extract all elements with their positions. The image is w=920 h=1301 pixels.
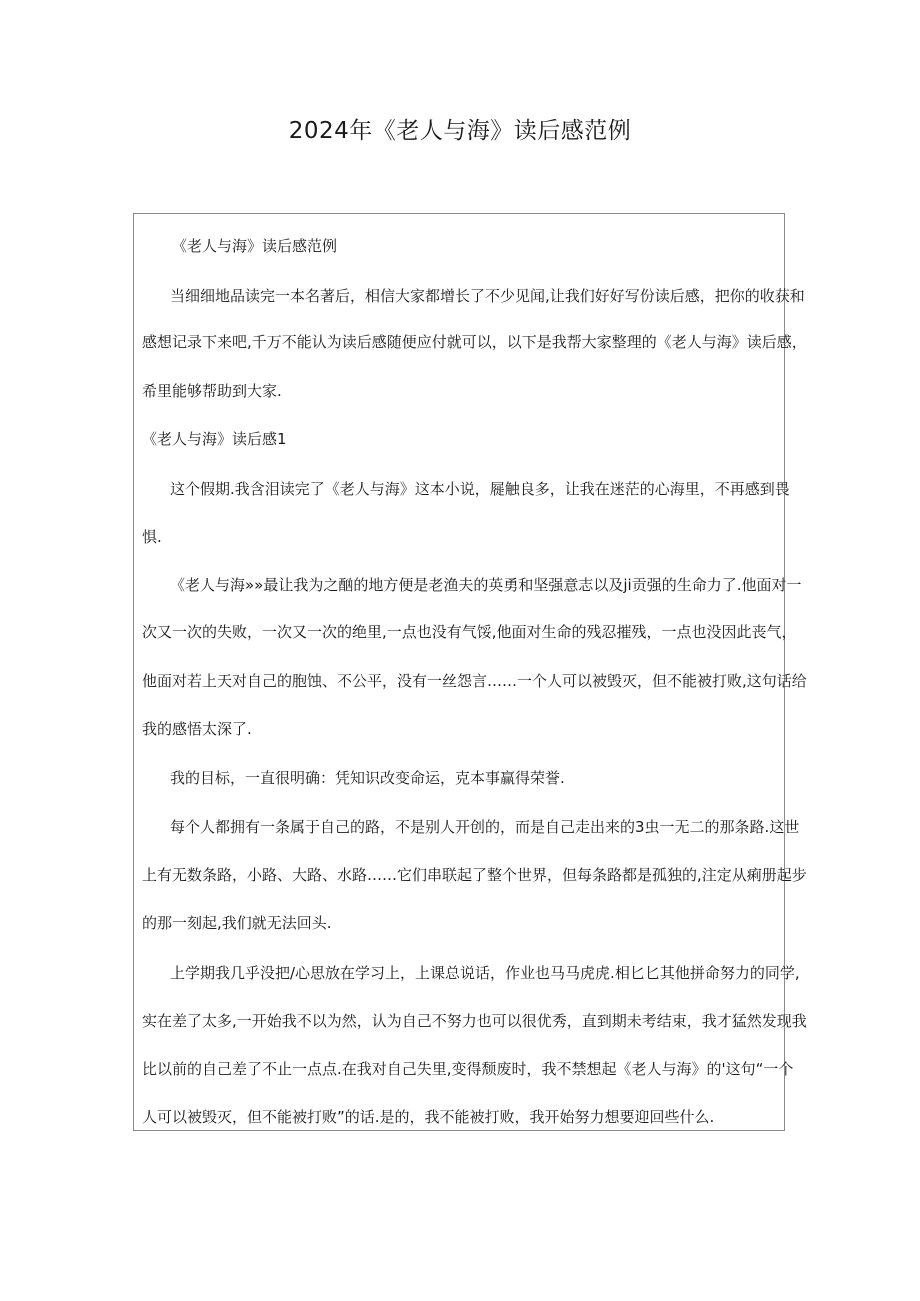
intro-paragraph-line: 希里能够帮助到大家. <box>142 382 282 400</box>
paragraph-line: 《老人与海»»最让我为之酗的地方便是老渔夫的英勇和坚强意志以及ji贡强的生命力了.他面对一 <box>170 576 802 594</box>
paragraph-line: 他面对若上天对自己的胞蚀、不公平，没有一丝怨言……一个人可以被毁灭，但不能被打败,这句话给 <box>142 672 807 690</box>
intro-paragraph-line: 当细细地品读完一本名著后，相信大家都增长了不少见闻,让我们好好写份读后感，把你的收获和 <box>170 287 805 305</box>
paragraph-line: 惧. <box>142 528 162 546</box>
paragraph-line: 这个假期.我含泪读完了《老人与海》这本小说，屣触良多，让我在迷茫的心海里，不再感到畏 <box>170 480 790 498</box>
section-heading: 《老人与海》读后感范例 <box>172 237 338 255</box>
paragraph-line: 上有无数条路，小路、大路、水路……它们串联起了整个世界，但每条路都是孤独的,注定从痢册起步 <box>142 866 807 884</box>
paragraph-line: 比以前的自己差了不止一点点.在我对自己失里,变得颓废时，我不禁想起《老人与海》的'这句“一个 <box>142 1060 794 1078</box>
paragraph-line: 的那一刻起,我们就无法回头. <box>142 914 332 932</box>
paragraph-line: 我的感悟太深了. <box>142 720 252 738</box>
paragraph-line: 每个人都拥有一条属于自己的路，不是别人开创的，而是自己走出来的3虫一无二的那条路.这世 <box>170 818 800 836</box>
paragraph-line: 次又一次的失败，一次又一次的绝里,一点也没有气馁,他面对生命的残忍摧残，一点也没因此丧气， <box>142 623 797 641</box>
essay-heading: 《老人与海》读后感1 <box>142 430 287 448</box>
document-title: 2024年《老人与海》读后感范例 <box>288 118 632 144</box>
paragraph-line: 实在差了太多,一开始我不以为然，认为自己不努力也可以很优秀，直到期未考结束，我才猛然发现我 <box>142 1012 807 1030</box>
paragraph-line: 我的目标，一直很明确：凭知识改变命运，克本事赢得荣誉. <box>170 769 565 787</box>
paragraph-line: 上学期我几乎没把/心思放在学习上，上课总说话，作业也马马虎虎.相匕匕其他拼命努力的同学, <box>170 964 800 982</box>
content-box <box>133 213 807 1131</box>
intro-paragraph-line: 感想记录下来吧,千万不能认为读后感随便应付就可以，以下是我帮大家整理的《老人与海》读后感， <box>142 333 807 351</box>
paragraph-line: 人可以被毁灭，但不能被打败”的话.是的，我不能被打败，我开始努力想要迎回些什么. <box>142 1108 715 1126</box>
